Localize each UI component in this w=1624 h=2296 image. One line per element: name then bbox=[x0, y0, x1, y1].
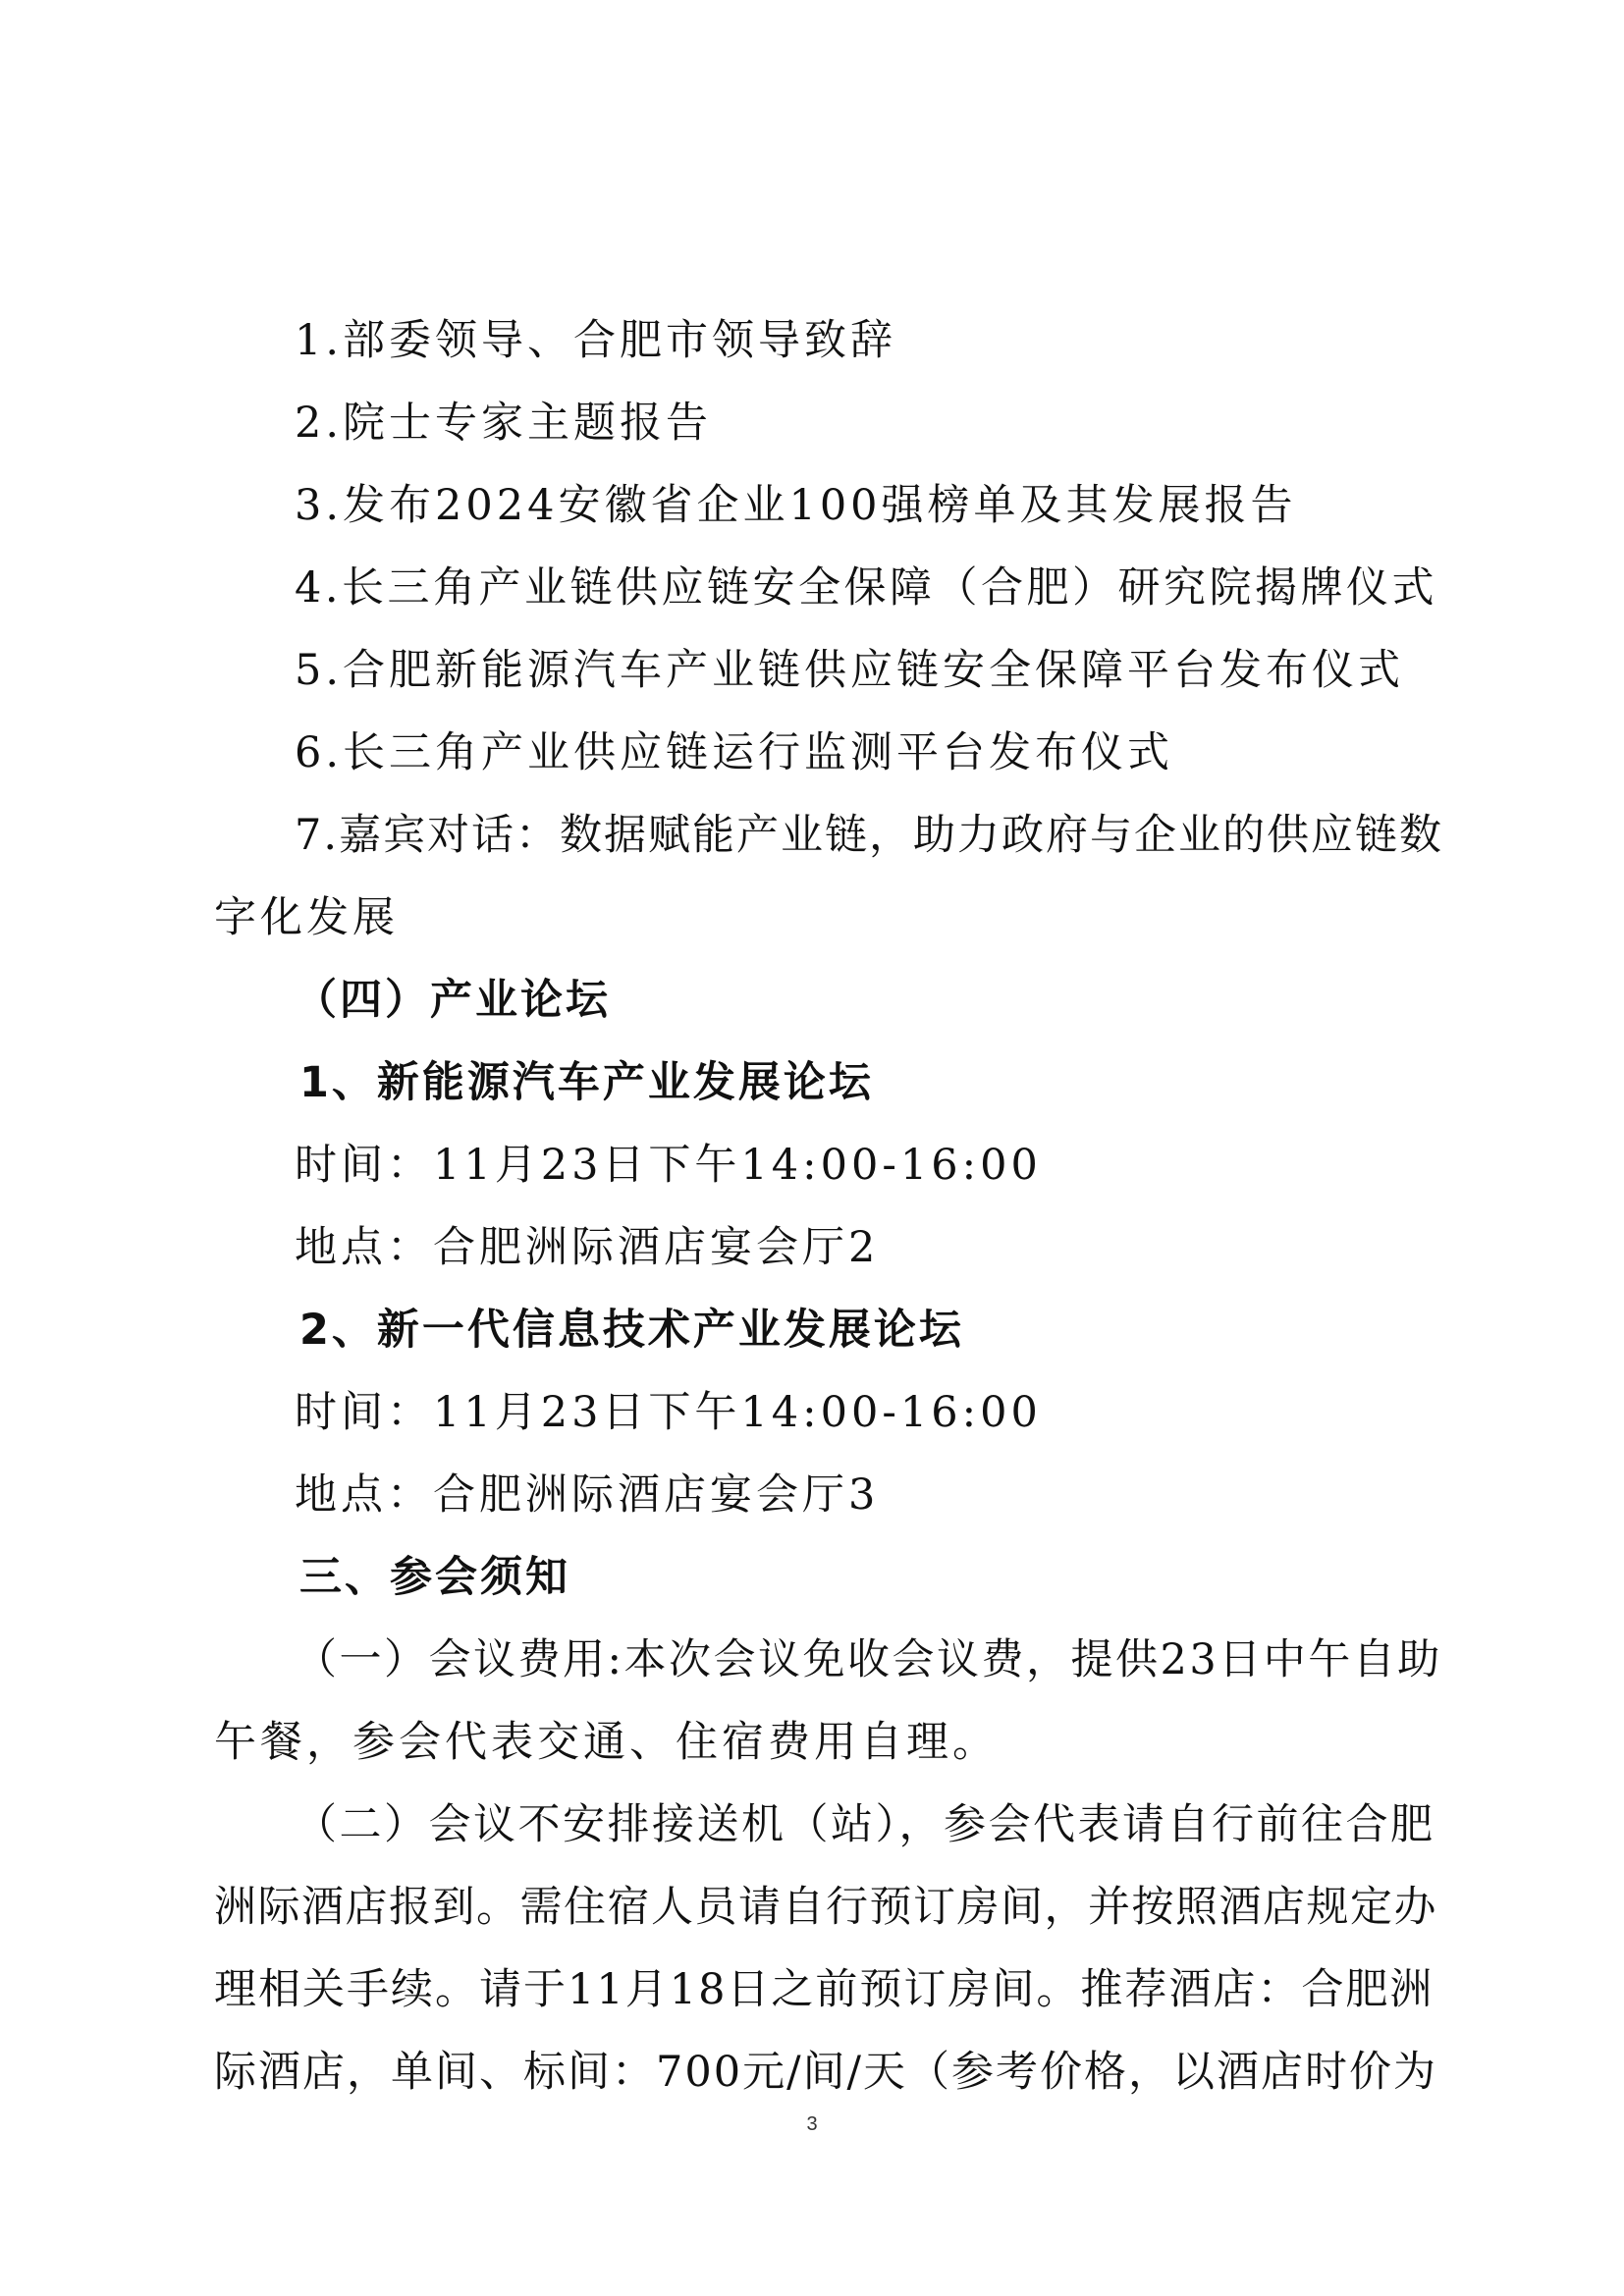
forum2-place: 地点：合肥洲际酒店宴会厅3 bbox=[295, 1470, 880, 1520]
forum2-title: 2、新一代信息技术产业发展论坛 bbox=[299, 1306, 964, 1355]
forum1-title: 1、新能源汽车产业发展论坛 bbox=[299, 1058, 874, 1107]
section-three-heading: 三、参会须知 bbox=[299, 1553, 570, 1602]
forum1-time: 时间：11月23日下午14:00-16:00 bbox=[295, 1141, 1042, 1190]
forum2-time: 时间：11月23日下午14:00-16:00 bbox=[295, 1388, 1042, 1437]
agenda-item-4: 4.长三角产业链供应链安全保障（合肥）研究院揭牌仪式 bbox=[295, 563, 1438, 613]
page-number: 3 bbox=[806, 2113, 818, 2135]
agenda-item-5: 5.合肥新能源汽车产业链供应链安全保障平台发布仪式 bbox=[295, 646, 1405, 695]
notice-para1-line1: （一）会议费用:本次会议免收会议费，提供23日中午自助 bbox=[295, 1635, 1442, 1684]
agenda-item-1: 1.部委领导、合肥市领导致辞 bbox=[295, 316, 897, 365]
section-four-heading: （四）产业论坛 bbox=[295, 976, 611, 1025]
notice-para2-line1: （二）会议不安排接送机（站），参会代表请自行前往合肥 bbox=[295, 1800, 1435, 1849]
notice-para2-line3: 理相关手续。请于11月18日之前预订房间。推荐酒店：合肥洲 bbox=[214, 1965, 1435, 2014]
agenda-item-7: 7.嘉宾对话：数据赋能产业链，助力政府与企业的供应链数 bbox=[295, 811, 1444, 860]
notice-para1-line2: 午餐，参会代表交通、住宿费用自理。 bbox=[214, 1718, 999, 1767]
agenda-item-2: 2.院士专家主题报告 bbox=[295, 399, 713, 448]
agenda-item-3: 3.发布2024安徽省企业100强榜单及其发展报告 bbox=[295, 481, 1297, 530]
notice-para2-line2: 洲际酒店报到。需住宿人员请自行预订房间，并按照酒店规定办 bbox=[214, 1883, 1437, 1932]
agenda-item-6: 6.长三角产业供应链运行监测平台发布仪式 bbox=[295, 728, 1174, 777]
notice-para2-line4: 际酒店，单间、标间：700元/间/天（参考价格，以酒店时价为 bbox=[214, 2048, 1438, 2097]
forum1-place: 地点：合肥洲际酒店宴会厅2 bbox=[295, 1223, 880, 1272]
agenda-item-7-continued: 字化发展 bbox=[214, 893, 399, 942]
